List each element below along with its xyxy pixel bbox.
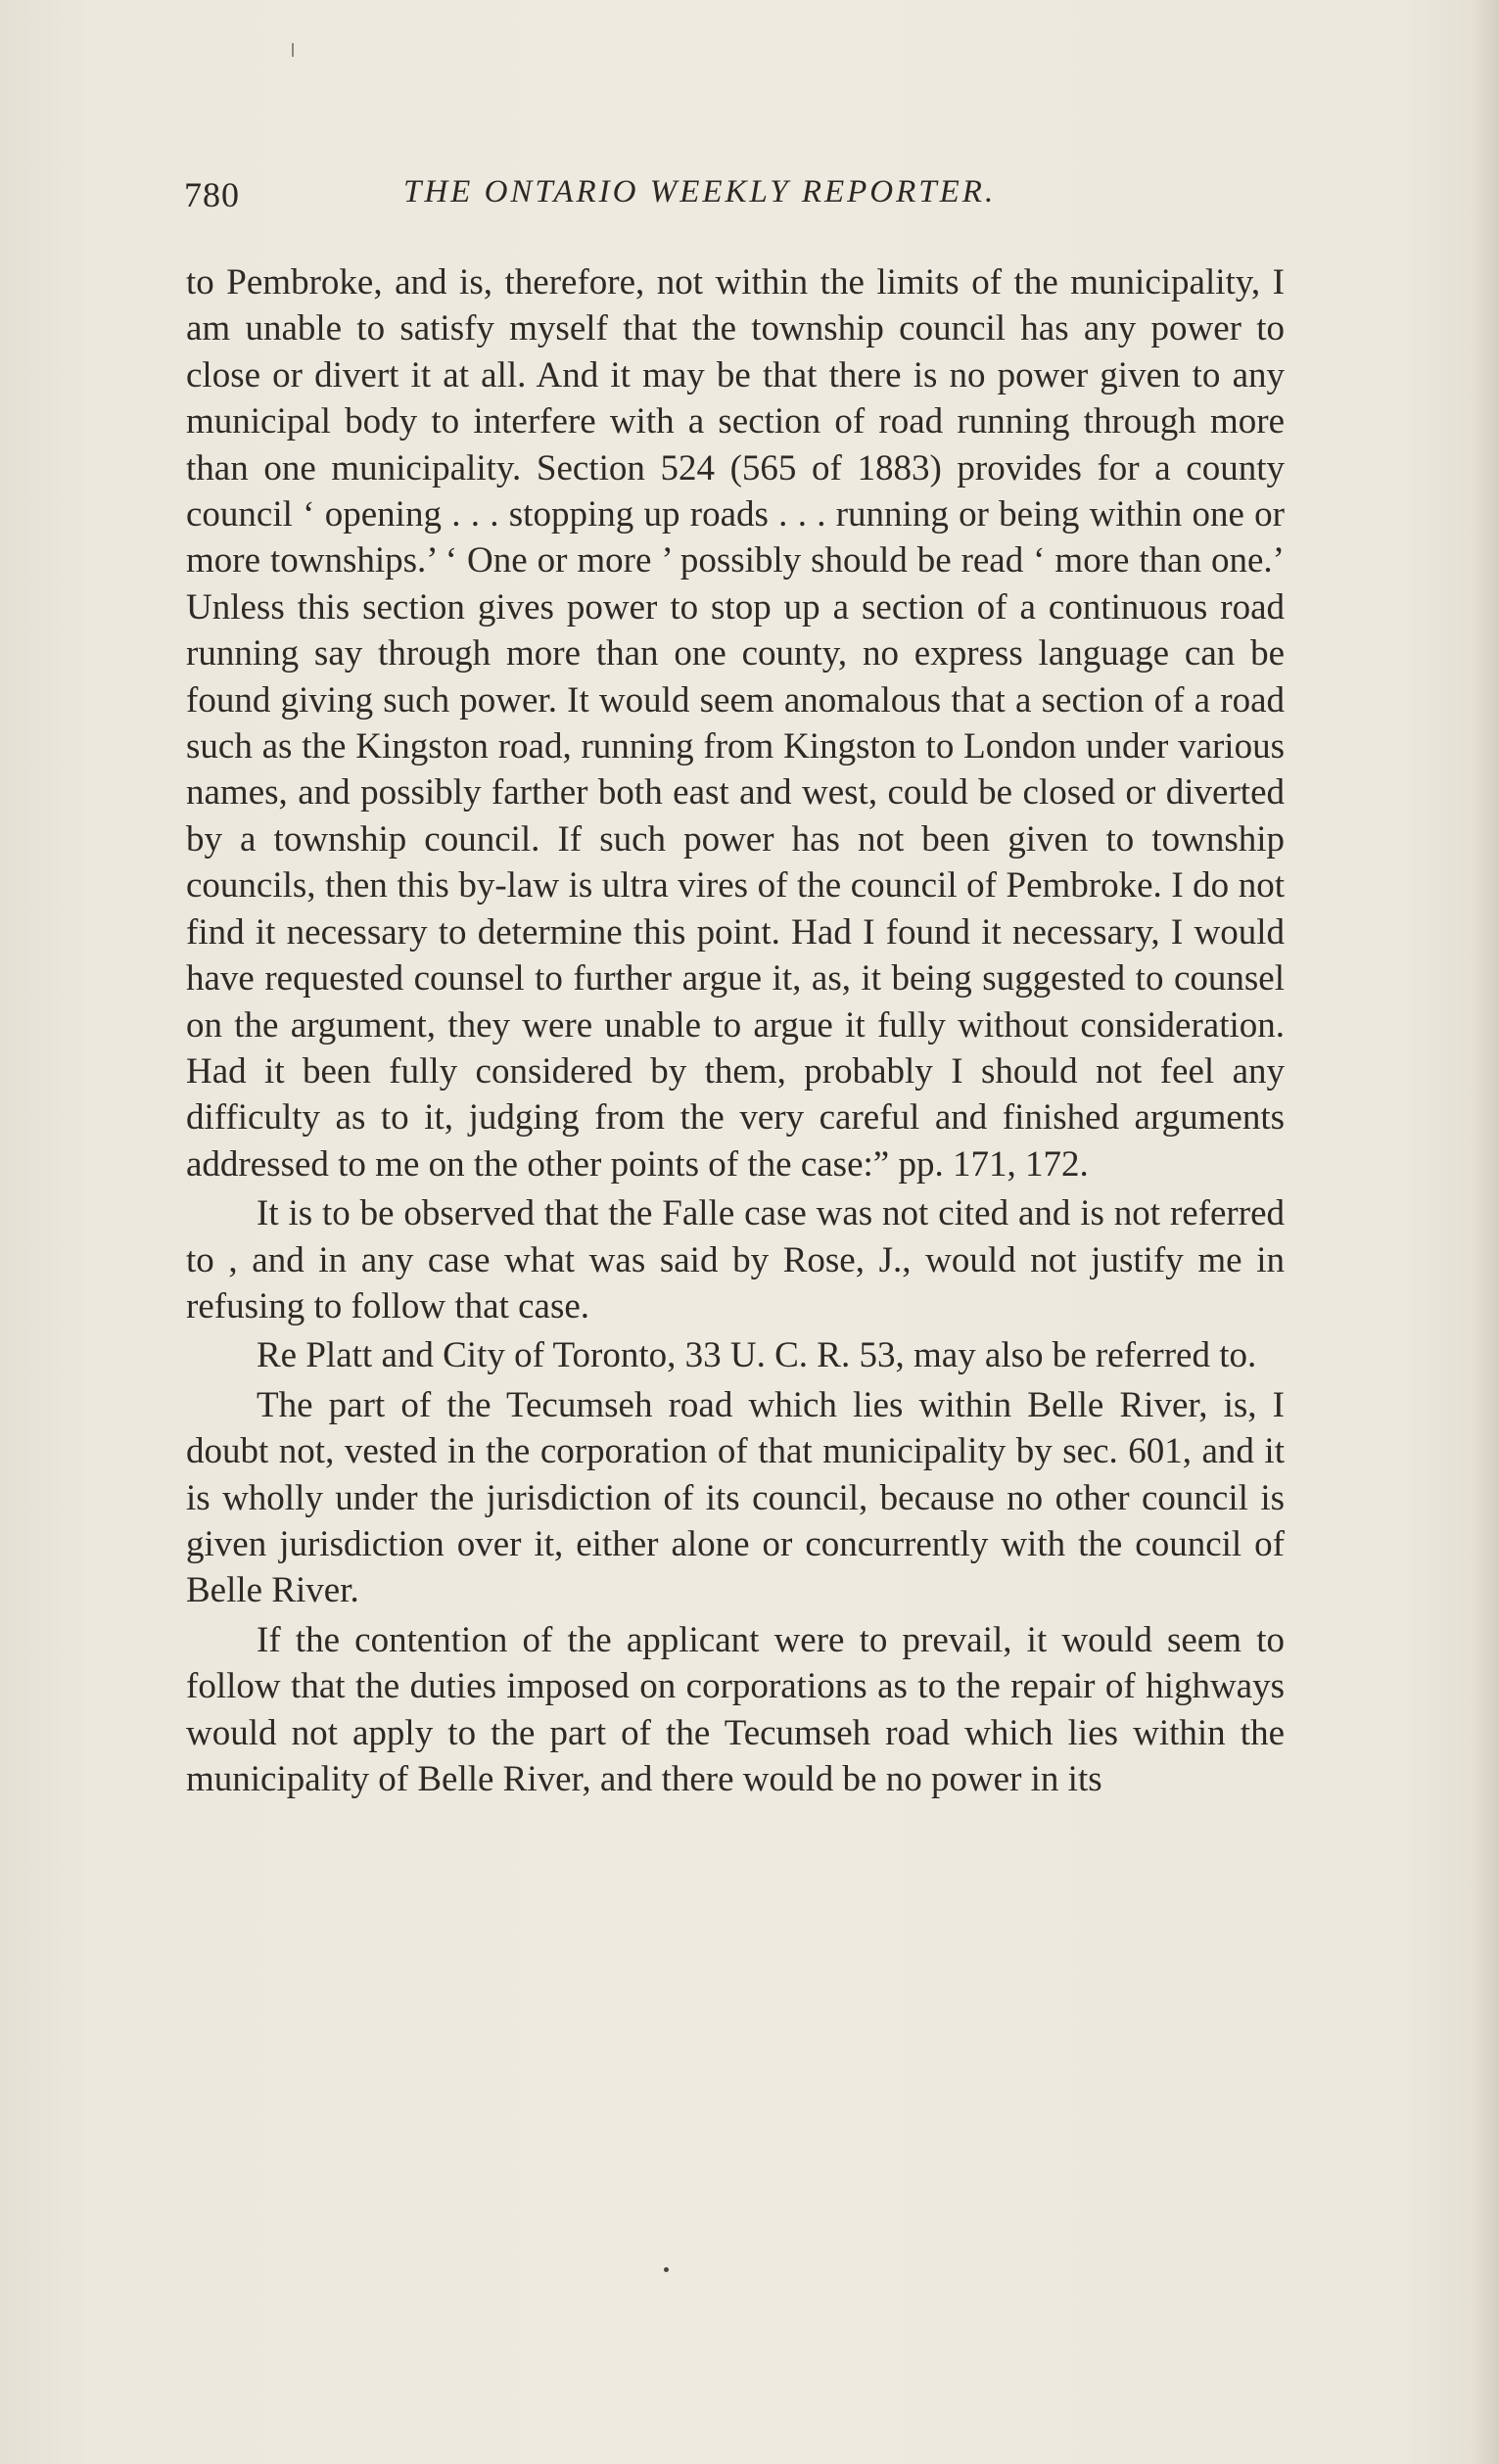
paragraph-contention: If the contention of the applicant were to prevail, it would seem to follow that the duties imposed on corporations as to the repair of highways would not apply to the part of the Tecumseh road which lies within the municipality of Belle River, and there would be no power in its [186,1619,1285,1799]
journal-title: THE ONTARIO WEEKLY REPORTER. [403,174,997,209]
page-number: 780 [184,175,240,214]
paragraph-re-platt: Re Platt and City of Toronto, 33 U. C. R. 53, may also be referred to. [257,1335,1257,1376]
paragraph-continued-quote: to Pembroke, and is, therefore, not within the limits of the municipality, I am unable to satisfy myself that the township council has any power to close or divert it at all. And it may be that there is no power given to any municipal body to interfere with a section of road running through more than one municipality. Section 524 (565 of 1883) provides for a county council ‘ opening . . . stopping up roads . . . running or being within one or more townships.’ ‘ One or more ’ possibly should be read ‘ more than one.’ Unless this section gives power to stop up a section of a continuous road running say through more than one county, no express language can be found giving such power. It would seem anomalous that a section of a road such as the Kingston road, running from Kingston to London under various names, and possibly farther both east and west, could be closed or diverted by a township council. If such power has not been given to township councils, then this by-law is ultra vires of the council of Pembroke. I do not find it necessary to determine this point. Had I found it necessary, I would have requested counsel to further argue it, as, it being suggested to counsel on the argument, they were unable to argue it fully without consideration. Had it been fully considered by them, probably I should not feel any difficulty as to it, judging from the very careful and finished arguments addressed to me on the other points of the case:” pp. 171, 172. [186,262,1285,1185]
ink-dot [664,2267,669,2272]
running-head [184,174,1290,233]
paragraph-falle-case: It is to be observed that the Falle case was not cited and is not referred to , and in any case what was said by Rose, J., would not justify me in refusing to follow that case. [186,1193,1285,1326]
ink-mark [292,43,294,57]
paragraph-tecumseh-road: The part of the Tecumseh road which lies within Belle River, is, I doubt not, vested in the corporation of that municipality by sec. 601, and it is wholly under the jurisdiction of its council, because no other council is given jurisdiction over it, either alone or concurrently with the council of Belle River. [186,1384,1285,1611]
page-edge-shadow [1472,0,1499,2464]
body-text [186,259,1285,1805]
